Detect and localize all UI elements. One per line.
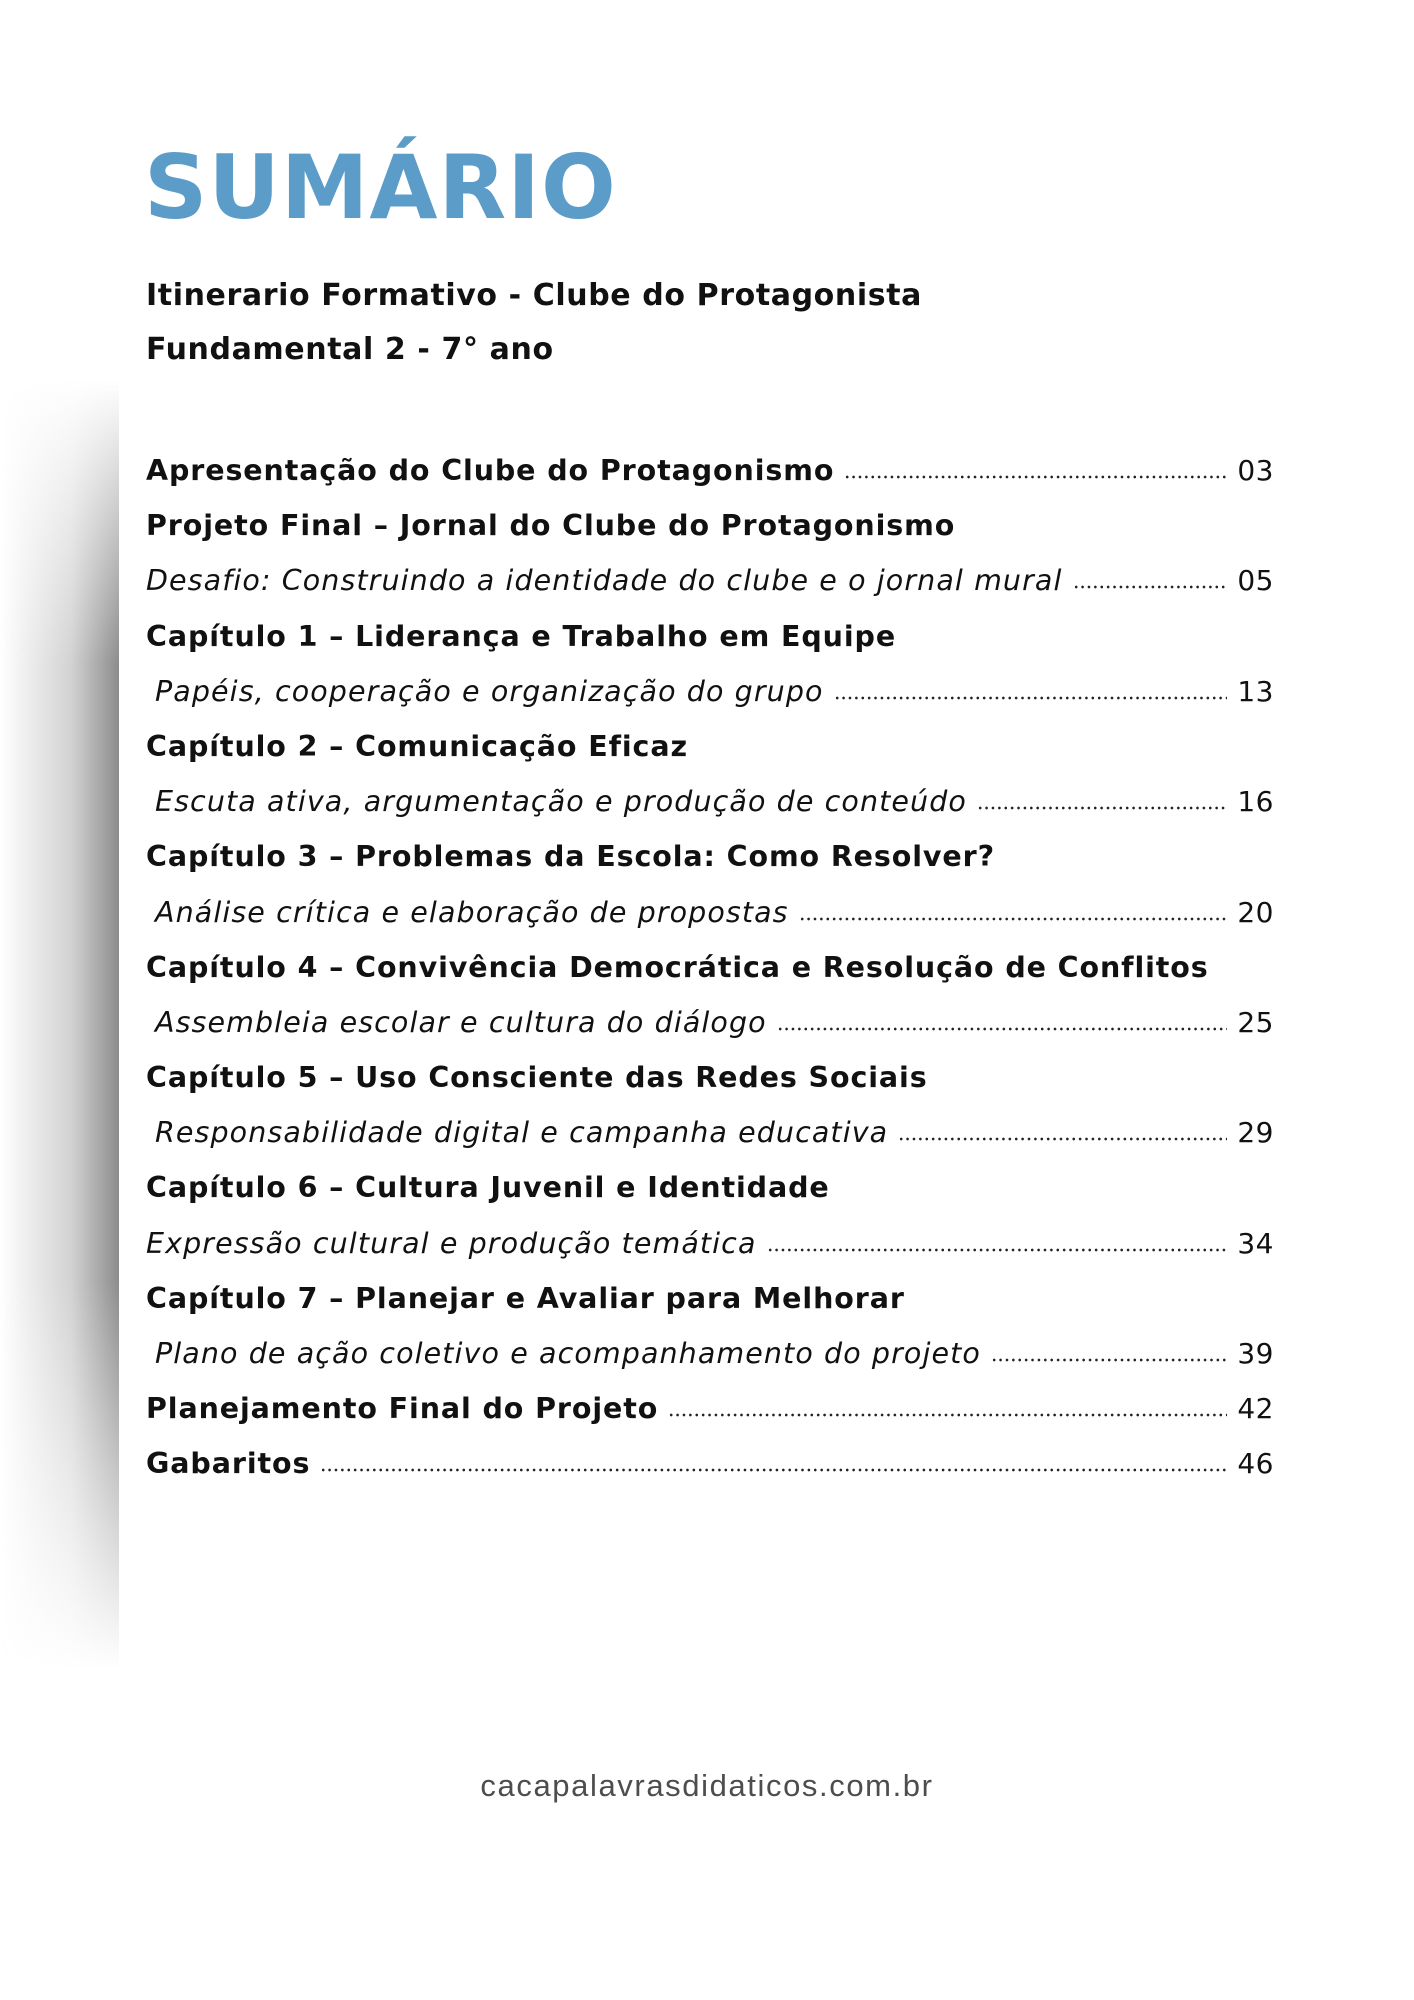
toc-entry[interactable] [146, 840, 1274, 895]
toc-entry[interactable] [146, 785, 1274, 840]
toc-entry-label: Papéis, cooperação e organização do grupo [155, 674, 824, 708]
toc-entry[interactable] [146, 730, 1274, 785]
toc-page-number: 42 [1237, 1392, 1274, 1426]
toc-entry[interactable] [146, 509, 1274, 564]
toc-page-number: 13 [1237, 674, 1274, 708]
toc-entry-label: Expressão cultural e produção temática [146, 1226, 757, 1260]
toc-entry[interactable] [146, 564, 1274, 619]
dot-leader [320, 1468, 1227, 1472]
subtitle-grade: Fundamental 2 - 7° ano [146, 332, 554, 367]
toc-entry-label: Capítulo 7 – Planejar e Avaliar para Melhorar [146, 1281, 905, 1315]
dot-leader [799, 917, 1228, 921]
toc-page-number: 03 [1237, 454, 1274, 487]
toc-page-number: 05 [1237, 564, 1274, 598]
toc-entry[interactable] [146, 1392, 1274, 1447]
dot-leader [777, 1027, 1228, 1031]
toc-entry[interactable] [146, 1006, 1274, 1061]
dot-leader [1073, 585, 1228, 589]
toc-page-number: 46 [1237, 1447, 1274, 1481]
toc-entry-label: Responsabilidade digital e campanha educativa [155, 1116, 889, 1150]
toc-page-number: 34 [1237, 1226, 1274, 1260]
toc-entry-label: Desafio: Construindo a identidade do clube e o jornal mural [146, 564, 1063, 598]
toc-entry-label: Planejamento Final do Projeto [146, 1392, 659, 1426]
toc-page-number: 29 [1237, 1116, 1274, 1150]
dot-leader [977, 806, 1227, 810]
dot-leader [668, 1413, 1227, 1417]
dot-leader [844, 475, 1227, 479]
toc-entry-label: Apresentação do Clube do Protagonismo [146, 454, 835, 487]
toc-entry[interactable] [146, 951, 1274, 1006]
toc-entry-label: Escuta ativa, argumentação e produção de conteúdo [155, 785, 967, 819]
toc-entry[interactable] [146, 1447, 1274, 1502]
toc-entry[interactable] [146, 1227, 1274, 1282]
toc-entry[interactable] [146, 620, 1274, 675]
subtitle-course: Itinerario Formativo - Clube do Protagonista [146, 278, 922, 313]
toc-entry-label: Capítulo 2 – Comunicação Eficaz [146, 729, 688, 763]
toc-entry-label: Plano de ação coletivo e acompanhamento do projeto [155, 1337, 981, 1370]
toc-entry[interactable] [146, 1282, 1274, 1337]
toc-page-number: 20 [1237, 895, 1274, 929]
toc-entry[interactable] [146, 454, 1274, 509]
toc-entry[interactable] [146, 1337, 1274, 1392]
toc-page-number: 39 [1237, 1337, 1274, 1370]
toc-entry[interactable] [146, 1171, 1274, 1226]
toc-page-number: 25 [1237, 1005, 1274, 1039]
toc-entry-label: Projeto Final – Jornal do Clube do Protagonismo [146, 509, 956, 543]
dot-leader [767, 1248, 1228, 1252]
page-shadow [0, 380, 119, 1670]
toc-entry[interactable] [146, 675, 1274, 730]
toc-page-number: 16 [1237, 785, 1274, 819]
toc-entry[interactable] [146, 896, 1274, 951]
dot-leader [991, 1358, 1227, 1362]
dot-leader [834, 696, 1228, 700]
toc-entry[interactable] [146, 1116, 1274, 1171]
toc-entry-label: Assembleia escolar e cultura do diálogo [155, 1005, 767, 1039]
toc-entry[interactable] [146, 1061, 1274, 1116]
toc-entry-label: Capítulo 4 – Convivência Democrática e Resolução de Conflitos [146, 950, 1209, 984]
toc-entry-label: Análise crítica e elaboração de propostas [155, 895, 789, 929]
table-of-contents [146, 454, 1274, 1503]
toc-entry-label: Capítulo 5 – Uso Consciente das Redes Sociais [146, 1061, 928, 1095]
page-title: SUMÁRIO [144, 136, 617, 239]
dot-leader [898, 1137, 1227, 1141]
toc-entry-label: Gabaritos [146, 1447, 311, 1481]
toc-entry-label: Capítulo 6 – Cultura Juvenil e Identidade [146, 1171, 830, 1205]
footer-website: cacapalavrasdidaticos.com.br [480, 1768, 934, 1803]
toc-entry-label: Capítulo 3 – Problemas da Escola: Como Resolver? [146, 840, 996, 874]
toc-entry-label: Capítulo 1 – Liderança e Trabalho em Equipe [146, 619, 897, 653]
